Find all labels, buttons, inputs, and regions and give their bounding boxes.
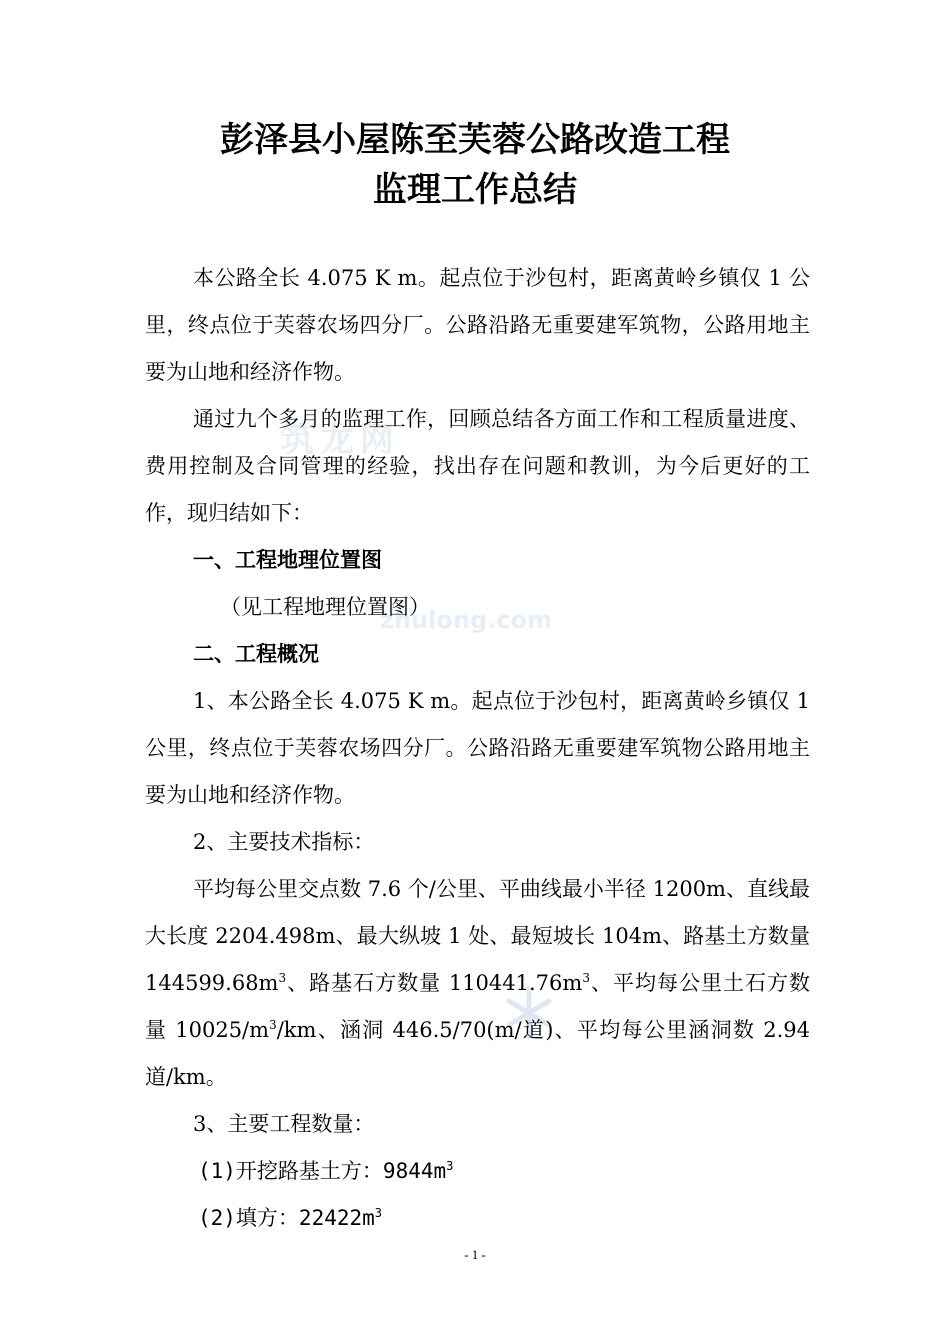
section-heading-location-map: 一、工程地理位置图	[193, 548, 382, 572]
watermark-brand-url: zhulong.com	[380, 606, 552, 634]
technical-specs-paragraph	[145, 866, 810, 1101]
section-heading-overview: 二、工程概况	[193, 642, 319, 666]
location-map-note: （见工程地理位置图）	[220, 595, 430, 619]
quantity-text: (2)填方：22422m	[198, 1206, 375, 1230]
watermark-brand-cn: 筑龙网	[280, 420, 400, 460]
purpose-paragraph: 通过九个多月的监理工作，回顾总结各方面工作和工程质量进度、费用控制及合同管理的经验，找出存在问题和教训，为今后更好的工作，现归结如下：	[145, 407, 810, 525]
page-number: - 1 -	[464, 1247, 486, 1262]
specs-text-part: 、平均每公里土石方数量 10025/m	[145, 971, 810, 1042]
specs-text-part: /km、涵洞 446.5/70(m/道)、平均每公里涵洞数 2.94 道/km。	[145, 1018, 810, 1089]
document-body	[145, 255, 810, 1242]
intro-paragraph: 本公路全长 4.075 K m。起点位于沙包村，距离黄岭乡镇仅 1 公里，终点位于芙蓉农场四分厂。公路沿路无重要建军筑物，公路用地主要为山地和经济作物。	[145, 266, 810, 384]
superscript: 3	[374, 1206, 383, 1220]
document-subtitle: 监理工作总结	[373, 170, 577, 210]
quantity-item	[145, 1195, 810, 1242]
superscript: 3	[446, 1159, 454, 1173]
overview-item-3-label: 3、主要工程数量：	[193, 1112, 375, 1136]
quantity-item	[145, 1148, 810, 1195]
overview-item-1: 1、本公路全长 4.075 K m。起点位于沙包村，距离黄岭乡镇仅 1 公里，终点位于芙蓉农场四分厂。公路沿路无重要建军筑物公路用地主要为山地和经济作物。	[145, 689, 810, 807]
superscript: 3	[582, 971, 590, 985]
superscript: 3	[278, 971, 287, 985]
quantity-text: (1)开挖路基土方：9844m	[198, 1159, 447, 1183]
document-title: 彭泽县小屋陈至芙蓉公路改造工程	[220, 120, 730, 160]
specs-text-part: 、路基石方数量 110441.76m	[286, 971, 583, 995]
overview-item-2-label: 2、主要技术指标：	[193, 830, 375, 854]
superscript: 3	[269, 1018, 277, 1032]
specs-text-part: 平均每公里交点数 7.6 个/公里、平曲线最小半径 1200m、直线最大长度 2204.498m、最大纵坡 1 处、最短坡长 104m、路基土方数量 144599.68m	[145, 877, 810, 995]
